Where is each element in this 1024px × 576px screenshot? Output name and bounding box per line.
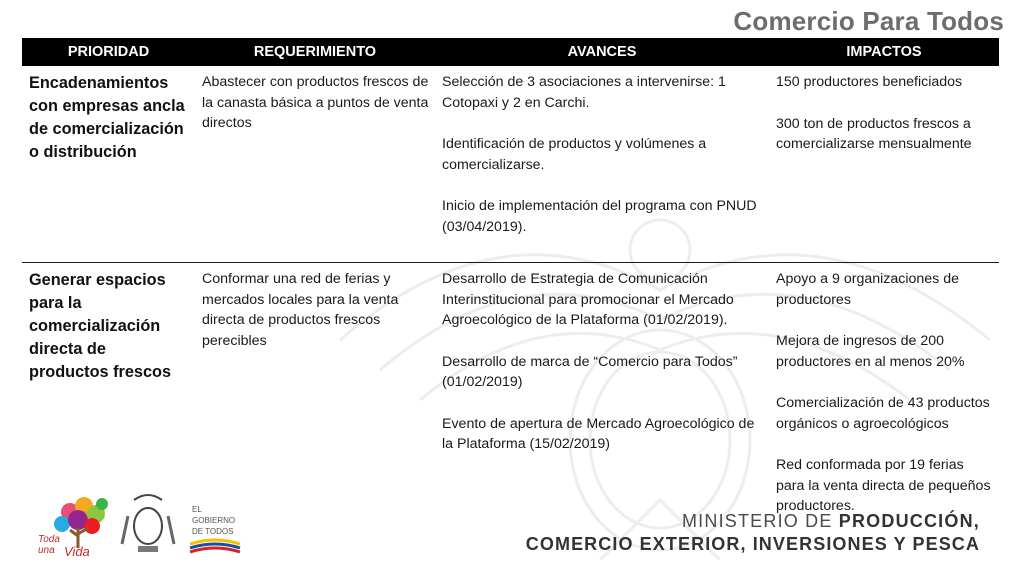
table-row bbox=[22, 66, 999, 263]
header-impactos: IMPACTOS bbox=[769, 38, 999, 66]
advance-item: Desarrollo de Estrategia de Comunicación Interinstitucional para promocionar el Mercado Agroecológico de la Plataforma (01/02/2019). bbox=[442, 271, 734, 328]
impact-item: Mejora de ingresos de 200 productores en al menos 20% bbox=[776, 333, 965, 370]
header-prioridad: PRIORIDAD bbox=[22, 38, 195, 66]
impact-item: Apoyo a 9 organizaciones de productores bbox=[776, 271, 959, 308]
advance-item: Selección de 3 asociaciones a intervenirse: 1 Cotopaxi y 2 en Carchi. bbox=[442, 74, 726, 111]
toda-una-vida-logo bbox=[38, 497, 108, 559]
impact-item: 300 ton de productos frescos a comercializarse mensualmente bbox=[776, 115, 972, 152]
priority-cell: Generar espacios para la comercialización directa de productos frescos bbox=[29, 271, 172, 381]
impacts-cell bbox=[769, 66, 999, 263]
una-text: una bbox=[38, 545, 55, 556]
coat-of-arms-icon bbox=[122, 495, 174, 552]
ministry-line-1 bbox=[526, 510, 980, 532]
ministry-name-b: PRODUCCIÓN, bbox=[838, 511, 980, 531]
header-avances: AVANCES bbox=[435, 38, 769, 66]
advance-item: Evento de apertura de Mercado Agroecológico de la Plataforma (15/02/2019) bbox=[442, 415, 755, 452]
vida-text: Vida bbox=[64, 544, 90, 559]
page-title: Comercio Para Todos bbox=[733, 6, 1004, 36]
advance-item: Desarrollo de marca de “Comercio para Todos” (01/02/2019) bbox=[442, 353, 738, 390]
ministry-line-2: COMERCIO EXTERIOR, INVERSIONES Y PESCA bbox=[525, 534, 980, 554]
impact-item: Red conformada por 19 ferias para la venta directa de pequeños productores. bbox=[776, 457, 991, 514]
ministry-logo bbox=[526, 510, 980, 556]
priority-cell: Encadenamientos con empresas ancla de comercialización o distribución bbox=[22, 66, 195, 263]
table-header-row bbox=[22, 38, 999, 66]
advance-item: Identificación de productos y volúmenes a comercializarse. bbox=[442, 136, 707, 173]
ministry-name-a: MINISTERIO DE bbox=[681, 511, 839, 531]
requirement-cell: Conformar una red de ferias y mercados locales para la venta directa de productos frescos perecibles bbox=[202, 271, 399, 349]
advances-cell bbox=[435, 66, 769, 263]
toda-text: Toda bbox=[38, 534, 60, 545]
gobierno-de-todos-logo bbox=[190, 505, 240, 552]
advance-item: Inicio de implementación del programa con PNUD (03/04/2019). bbox=[442, 198, 757, 235]
gobierno-gobierno: GOBIERNO bbox=[192, 516, 236, 525]
gobierno-el: EL bbox=[192, 505, 202, 514]
footer-logos bbox=[30, 486, 260, 566]
impact-item: 150 productores beneficiados bbox=[776, 74, 963, 90]
requirement-cell: Abastecer con productos frescos de la canasta básica a puntos de venta directos bbox=[195, 66, 435, 263]
impact-item: Comercialización de 43 productos orgánicos o agroecológicos bbox=[776, 395, 990, 432]
header-requerimiento: REQUERIMIENTO bbox=[195, 38, 435, 66]
gobierno-de-todos: DE TODOS bbox=[192, 527, 234, 536]
